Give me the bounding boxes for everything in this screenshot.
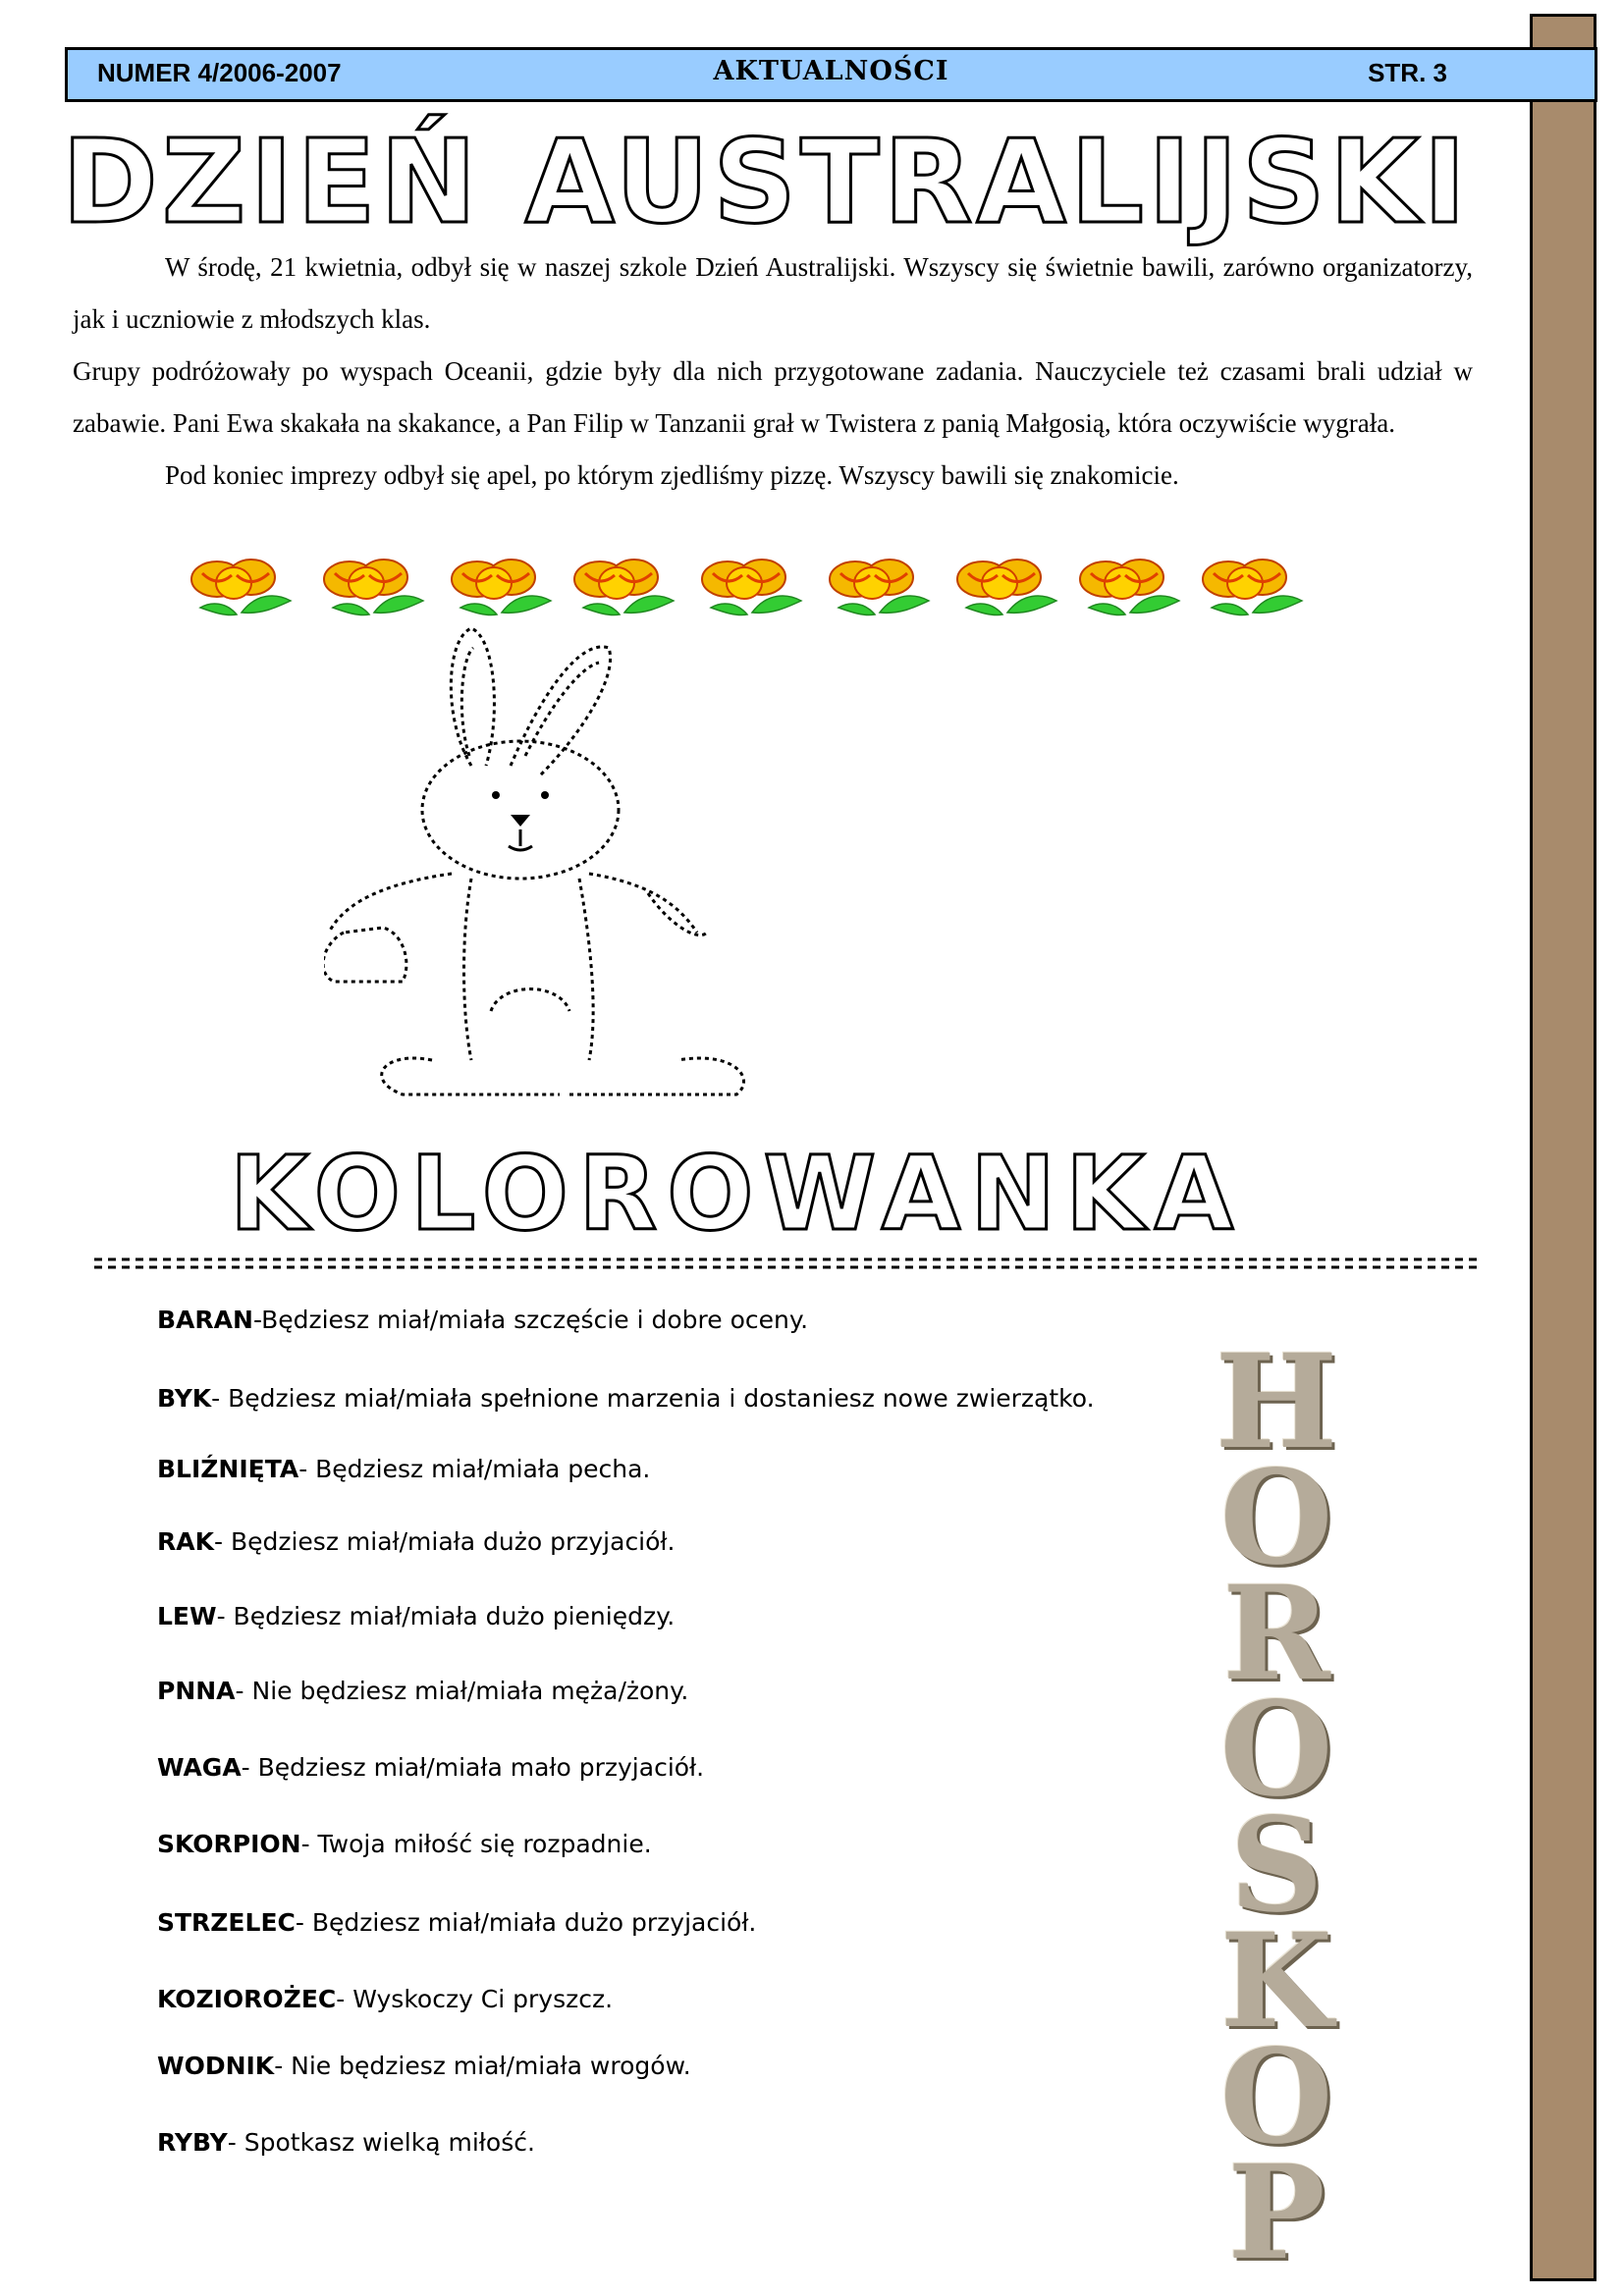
sign-prediction: - Nie będziesz miał/miała wrogów. [274,2052,691,2080]
sign-name: LEW [157,1602,217,1630]
sign-prediction: - Nie będziesz miał/miała męża/żony. [235,1677,689,1705]
tulip-icon [821,554,931,618]
sign-prediction: - Będziesz miał/miała pecha. [298,1455,651,1483]
sign-name: PNNA [157,1677,236,1705]
sign-prediction: - Twoja miłość się rozpadnie. [300,1830,652,1858]
tulip-icon [948,554,1058,618]
tulip-icon [1071,554,1181,618]
sign-name: WODNIK [157,2052,275,2080]
horoscope-title-letter: O [1219,2021,1333,2173]
horoscope-item [157,1830,652,1858]
horoscope-item [157,1753,704,1782]
sign-name: WAGA [157,1753,242,1782]
sign-name: SKORPION [157,1830,301,1858]
bunny-outline-icon [324,618,835,1109]
sign-name: STRZELEC [157,1908,296,1937]
sign-prediction: - Spotkasz wielką miłość. [227,2128,535,2157]
horoscope-item [157,1602,675,1630]
tulip-icon [566,554,676,618]
tulip-icon [183,554,293,618]
horoscope-title [1198,1326,1355,2289]
sign-prediction: - Wyskoczy Ci pryszcz. [336,1985,614,2013]
article-paragraph-1: W środę, 21 kwietnia, odbył się w naszej szkole Dzień Australijski. Wszyscy się świetnie bawili, zarówno organizatorzy, jak i uczniowie z młodszych klas. [73,252,1473,334]
section-name: AKTUALNOŚCI [713,56,949,86]
horoscope-item [157,1527,675,1556]
sign-name: RYBY [157,2128,228,2157]
horoscope-title-letter: K [1219,1905,1333,2057]
sign-prediction: - Będziesz miał/miała dużo przyjaciół. [213,1527,676,1556]
horoscope-title-letter: H [1215,1326,1338,1478]
page-number: STR. 3 [1368,58,1447,87]
horoscope-item [157,2052,691,2080]
horoscope-item [157,1306,808,1334]
horoscope-item [157,1455,650,1483]
tulip-border [183,554,1292,622]
section-divider [94,1256,1479,1270]
sign-prediction: - Będziesz miał/miała dużo pieniędzy. [216,1602,676,1630]
horoscope-item [157,1985,613,2013]
sign-name: BARAN [157,1306,253,1334]
horoscope-item [157,1384,1095,1413]
sign-prediction: - Będziesz miał/miała mało przyjaciół. [241,1753,705,1782]
article-paragraph-2: Grupy podróżowały po wyspach Oceanii, gdzie były dla nich przygotowane zadania. Nauczyciele też czasami brali udział w zabawie. Pani Ewa skakała na skakance, a Pan Filip w Tanzanii grał w Twistera z panią Małgosią, która oczywiście wygrała. [73,356,1473,438]
horoscope-item [157,1677,688,1705]
page-header [65,47,1597,102]
page-side-bar [1530,14,1596,2281]
sign-name: BLIŹNIĘTA [157,1455,299,1483]
horoscope-item [157,2128,535,2157]
issue-number: NUMER 4/2006-2007 [97,58,342,87]
horoscope-title-letter: O [1219,1674,1333,1826]
coloring-title: KOLOROWANKA [229,1134,1244,1254]
horoscope-title-letter: P [1227,2137,1325,2289]
sign-prediction: -Będziesz miał/miała szczęście i dobre oceny. [252,1306,809,1334]
sign-name: BYK [157,1384,212,1413]
sign-prediction: - Będziesz miał/miała spełnione marzenia i dostaniesz nowe zwierzątko. [211,1384,1095,1413]
tulip-icon [443,554,553,618]
horoscope-title-letter: R [1222,1558,1330,1710]
horoscope-title-letter: S [1229,1789,1324,1942]
horoscope-title-letter: O [1219,1442,1333,1594]
article-title: DZIEŃ AUSTRALIJSKI [61,114,1471,249]
tulip-icon [693,554,803,618]
sign-name: KOZIOROŻEC [157,1985,337,2013]
sign-name: RAK [157,1527,214,1556]
horoscope-item [157,1908,756,1937]
tulip-icon [315,554,425,618]
article-paragraph-3: Pod koniec imprezy odbył się apel, po którym zjedliśmy pizzę. Wszyscy bawili się znakomicie. [165,460,1179,490]
article-body [73,241,1473,502]
sign-prediction: - Będziesz miał/miała dużo przyjaciół. [295,1908,757,1937]
tulip-icon [1194,554,1304,618]
